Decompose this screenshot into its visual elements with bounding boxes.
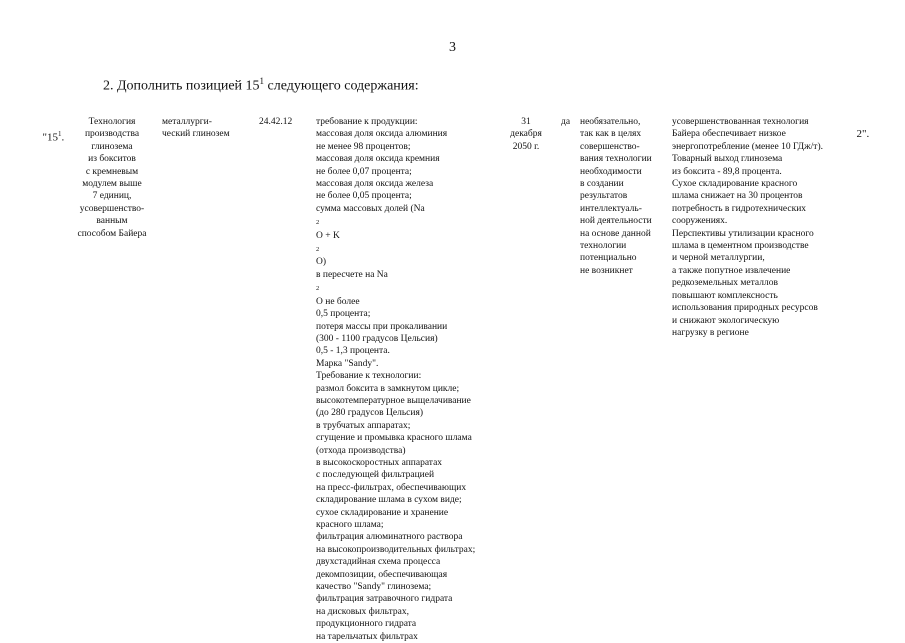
text-line: редкоземельных металлов [672,278,778,289]
text-line: Сухое складирование красного [672,179,798,190]
text-line: усовершенство- [79,203,145,214]
text-line: массовая доля оксида железа [316,179,434,190]
text-line: не более 0,07 процента; [316,166,412,177]
subscript: 2 [316,285,320,293]
text-line: из бокситов [88,154,136,165]
text-line: на дисковых фильтрах, [316,606,409,617]
text-line: ческий глинозем [162,129,230,140]
flag-cell: да [561,117,571,127]
text-line: на высокопроизводительных фильтрах; [316,544,476,555]
text-line: модулем выше [82,179,142,190]
position-dot: . [61,132,65,145]
text-fragment: O не более [316,296,360,307]
text-line: потеря массы при прокаливании [316,321,448,332]
text-line: в высокоскоростных аппаратах [316,457,443,468]
text-line: способом Байера [77,228,147,239]
text-line: в трубчатых аппаратах; [316,420,411,431]
text-line: сооружениях. [672,216,728,227]
section-heading [103,76,419,95]
text-line: энергопотребление (менее 10 ГДж/т). [672,141,823,152]
last-column-value: 2 [856,128,862,141]
last-column-cell [851,116,869,141]
text-line: с кремневым [85,166,139,177]
text-line: сухое складирование и хранение [316,507,449,518]
text-line: металлурги- [162,117,212,127]
text-line: нагрузку в регионе [672,327,749,338]
text-line: фильтрация затравочного гидрата [316,594,453,605]
closing-quote: ". [862,128,870,141]
text-line: сгущение и промывка красного шлама [316,433,472,444]
text-line: высокотемпературное выщелачивание [316,395,471,406]
text-line: результатов [580,191,628,202]
text-line: (до 280 градусов Цельсия) [316,408,424,419]
technology-name-cell [61,116,160,240]
text-line: складирование шлама в сухом виде; [316,495,462,506]
text-line: 0,5 - 1,3 процента. [316,346,390,357]
text-line: Требование к технологии: [316,371,422,382]
justification-cell [580,116,652,277]
industry-cell [162,116,230,141]
position-sup: 1 [58,130,62,139]
text-line: красного шлама; [316,520,384,530]
text-line: интеллектуаль- [580,203,642,214]
heading-text: 2. Дополнить позицией 15 [103,78,260,94]
text-line: совершенство- [580,141,640,152]
text-line: (300 - 1100 градусов Цельсия) [316,333,438,344]
text-line: вания технологии [580,154,652,165]
text-line: на основе данной [580,228,651,239]
text-line: требование к продукции: [316,117,418,127]
effect-cell [672,116,823,339]
text-line: Марка "Sandy". [316,358,379,369]
text-line: и черной металлургии, [672,253,765,264]
text-line [316,203,475,269]
text-line: на пресс-фильтрах, обеспечивающих [316,482,467,493]
position-main: 15 [47,132,58,145]
subscript: 2 [316,219,320,227]
heading-superscript: 1 [259,76,265,86]
position-quote: " [42,132,47,145]
text-line: 2050 г. [512,141,540,152]
product-code-cell: 24.42.12 [259,117,293,127]
text-line: потребность в гидротехнических [672,203,807,214]
text-line: 31 [521,117,531,127]
text-line: усовершенствованная технология [672,117,809,127]
text-line: двухстадийная схема процесса [316,557,441,568]
text-line: необязательно, [580,117,641,127]
heading-text-end: следующего содержания: [264,78,419,94]
text-line: использования природных ресурсов [672,303,818,314]
subscript: 2 [316,246,320,254]
text-fragment: в пересчете на Na [316,269,388,280]
text-line: (отхода производства) [316,445,406,456]
text-line: так как в целях [580,129,642,140]
text-fragment: O) [316,257,327,268]
text-line: из боксита - 89,8 процента. [672,166,782,177]
text-line: а также попутное извлечение [672,265,791,276]
text-line: продукционного гидрата [316,619,417,630]
text-line: не возникнет [580,265,633,276]
text-line: с последующей фильтрацией [316,470,435,481]
text-line: ванным [96,216,128,227]
text-line: 0,5 процента; [316,309,371,320]
position-number [37,116,64,144]
text-line: Технология [88,117,136,127]
text-line: Перспективы утилизации красного [672,228,814,239]
text-line: в создании [580,179,624,190]
text-line: декабря [510,129,542,140]
text-line: потенциально [580,253,637,264]
text-line: массовая доля оксида кремния [316,154,440,165]
text-line: повышают комплексность [672,290,778,301]
text-fragment: сумма массовых долей (Na [316,203,425,214]
text-line: ной деятельности [580,216,652,227]
text-line: не менее 98 процентов; [316,141,411,152]
text-line: Байера обеспечивает низкое [672,129,786,140]
text-line: фильтрация алюминатного раствора [316,532,463,543]
text-line: шлама снижает на 30 процентов [672,191,803,202]
text-line: 7 единиц, [92,191,132,202]
text-line: размол боксита в замкнутом цикле; [316,383,460,394]
text-line: шлама в цементном производстве [672,241,809,252]
text-line: массовая доля оксида алюминия [316,129,448,140]
text-line: глинозема [91,141,133,152]
requirements-cell [316,116,475,643]
text-line: декомпозиции, обеспечивающая [316,569,448,580]
page-number: 3 [449,40,456,55]
text-line: необходимости [580,166,642,177]
text-line: на тарельчатых фильтрах [316,631,418,642]
text-line [316,269,475,308]
text-line: и снижают экологическую [672,315,780,326]
text-line: не более 0,05 процента; [316,191,412,202]
text-line: качество "Sandy" глинозема; [316,582,432,593]
deadline-date-cell [502,116,550,153]
text-line: Товарный выход глинозема [672,154,783,165]
text-line: производства [84,129,140,140]
text-fragment: O + K [316,230,340,241]
text-line: технологии [580,241,627,252]
